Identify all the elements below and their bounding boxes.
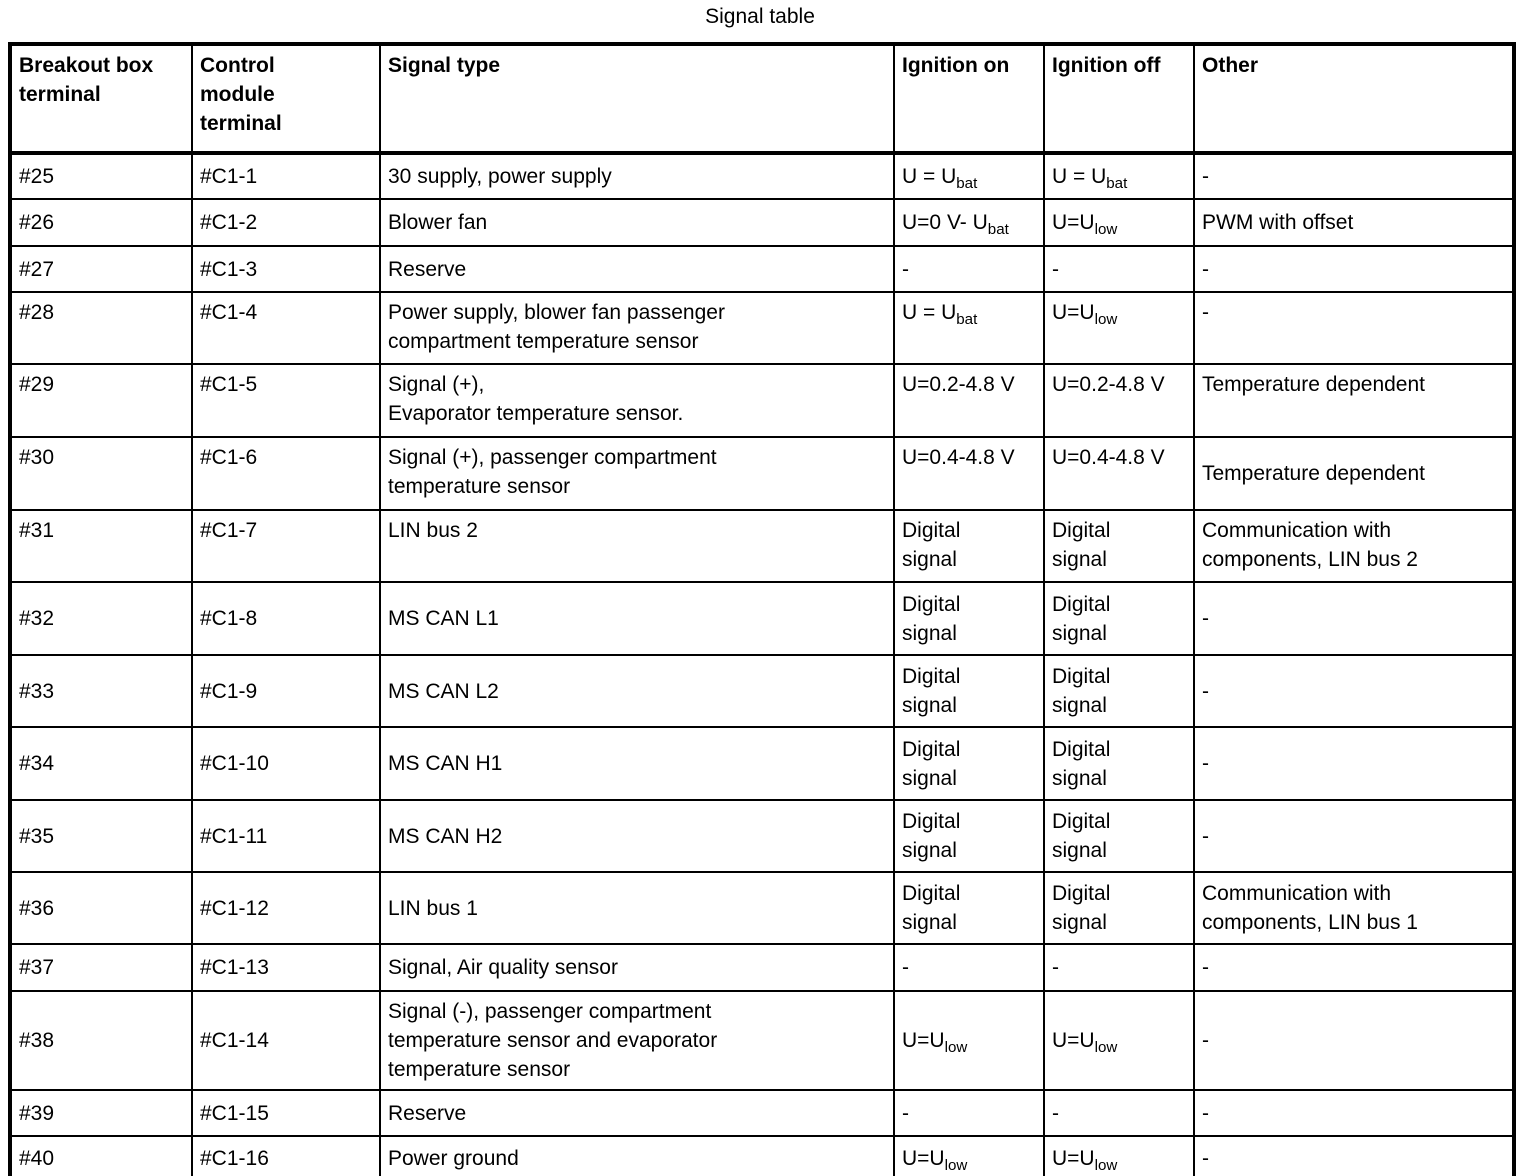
cell-breakout-terminal: #34 bbox=[10, 727, 192, 800]
cell-module-terminal: #C1-3 bbox=[192, 246, 380, 292]
cell-module-terminal: #C1-11 bbox=[192, 800, 380, 872]
cell-ignition-off: Digital signal bbox=[1044, 510, 1194, 582]
cell-ignition-on: Digital signal bbox=[894, 655, 1044, 727]
signal-table bbox=[8, 42, 1516, 1176]
cell-module-terminal: #C1-14 bbox=[192, 991, 380, 1090]
cell-ignition-off: U=0.4-4.8 V bbox=[1044, 437, 1194, 510]
cell-ignition-off: Digital signal bbox=[1044, 655, 1194, 727]
cell-module-terminal: #C1-7 bbox=[192, 510, 380, 582]
cell-ignition-off: $U = U_{bat}$ bbox=[1044, 153, 1194, 199]
cell-ignition-on: U=0.2-4.8 V bbox=[894, 364, 1044, 437]
cell-signal-type: MS CAN L2 bbox=[380, 655, 894, 727]
cell-signal-type: Signal (+), Evaporator temperature sensor. bbox=[380, 364, 894, 437]
cell-breakout-terminal: #26 bbox=[10, 199, 192, 246]
cell-ignition-on: Digital signal bbox=[894, 727, 1044, 800]
table-row bbox=[10, 510, 1514, 582]
cell-module-terminal: #C1-16 bbox=[192, 1136, 380, 1176]
cell-ignition-on: $U = U_{bat}$ bbox=[894, 153, 1044, 199]
cell-ignition-off: Digital signal bbox=[1044, 800, 1194, 872]
cell-breakout-terminal: #33 bbox=[10, 655, 192, 727]
cell-ignition-on: U=0 V- $U_{bat}$ bbox=[894, 199, 1044, 246]
cell-ignition-off: $U=U_{low}$ bbox=[1044, 199, 1194, 246]
cell-ignition-off: $U=U_{low}$ bbox=[1044, 991, 1194, 1090]
cell-ignition-on: - bbox=[894, 1090, 1044, 1136]
table-row bbox=[10, 292, 1514, 364]
table-row bbox=[10, 1090, 1514, 1136]
cell-ignition-on: Digital signal bbox=[894, 800, 1044, 872]
cell-other: - bbox=[1194, 246, 1514, 292]
cell-signal-type: Reserve bbox=[380, 246, 894, 292]
cell-other: Communication with components, LIN bus 1 bbox=[1194, 872, 1514, 944]
cell-ignition-on: $U=U_{low}$ bbox=[894, 991, 1044, 1090]
cell-module-terminal: #C1-10 bbox=[192, 727, 380, 800]
cell-signal-type: Reserve bbox=[380, 1090, 894, 1136]
cell-ignition-off: Digital signal bbox=[1044, 727, 1194, 800]
cell-breakout-terminal: #37 bbox=[10, 944, 192, 991]
cell-other: - bbox=[1194, 582, 1514, 655]
table-row bbox=[10, 1136, 1514, 1176]
cell-breakout-terminal: #38 bbox=[10, 991, 192, 1090]
cell-breakout-terminal: #40 bbox=[10, 1136, 192, 1176]
table-row bbox=[10, 872, 1514, 944]
cell-ignition-off: U=0.2-4.8 V bbox=[1044, 364, 1194, 437]
header-module-terminal: Control module terminal bbox=[192, 44, 380, 153]
cell-signal-type: Signal (-), passenger compartment temperature sensor and evaporator temperature sensor bbox=[380, 991, 894, 1090]
cell-ignition-on: U=0.4-4.8 V bbox=[894, 437, 1044, 510]
cell-other: Temperature dependent bbox=[1194, 437, 1514, 510]
cell-other: - bbox=[1194, 991, 1514, 1090]
cell-signal-type: Signal, Air quality sensor bbox=[380, 944, 894, 991]
cell-other: - bbox=[1194, 1090, 1514, 1136]
cell-module-terminal: #C1-15 bbox=[192, 1090, 380, 1136]
cell-module-terminal: #C1-8 bbox=[192, 582, 380, 655]
cell-other: PWM with offset bbox=[1194, 199, 1514, 246]
cell-module-terminal: #C1-12 bbox=[192, 872, 380, 944]
cell-signal-type: Blower fan bbox=[380, 199, 894, 246]
header-ignition-on: Ignition on bbox=[894, 44, 1044, 153]
cell-other: - bbox=[1194, 727, 1514, 800]
cell-ignition-on: $U = U_{bat}$ bbox=[894, 292, 1044, 364]
cell-signal-type: MS CAN L1 bbox=[380, 582, 894, 655]
cell-ignition-off: - bbox=[1044, 944, 1194, 991]
cell-other: - bbox=[1194, 944, 1514, 991]
cell-module-terminal: #C1-5 bbox=[192, 364, 380, 437]
cell-breakout-terminal: #35 bbox=[10, 800, 192, 872]
cell-ignition-off: Digital signal bbox=[1044, 872, 1194, 944]
cell-ignition-on: - bbox=[894, 944, 1044, 991]
table-row bbox=[10, 727, 1514, 800]
cell-ignition-off: Digital signal bbox=[1044, 582, 1194, 655]
table-row bbox=[10, 246, 1514, 292]
cell-ignition-on: Digital signal bbox=[894, 582, 1044, 655]
cell-breakout-terminal: #32 bbox=[10, 582, 192, 655]
header-ignition-off: Ignition off bbox=[1044, 44, 1194, 153]
cell-breakout-terminal: #36 bbox=[10, 872, 192, 944]
cell-module-terminal: #C1-6 bbox=[192, 437, 380, 510]
table-row bbox=[10, 153, 1514, 199]
table-row bbox=[10, 944, 1514, 991]
cell-ignition-off: $U=U_{low}$ bbox=[1044, 292, 1194, 364]
cell-breakout-terminal: #28 bbox=[10, 292, 192, 364]
cell-module-terminal: #C1-13 bbox=[192, 944, 380, 991]
table-row bbox=[10, 655, 1514, 727]
cell-signal-type: MS CAN H1 bbox=[380, 727, 894, 800]
cell-other: - bbox=[1194, 153, 1514, 199]
cell-ignition-on: $U=U_{low}$ bbox=[894, 1136, 1044, 1176]
cell-other: - bbox=[1194, 1136, 1514, 1176]
cell-signal-type: MS CAN H2 bbox=[380, 800, 894, 872]
header-signal-type: Signal type bbox=[380, 44, 894, 153]
cell-ignition-on: Digital signal bbox=[894, 872, 1044, 944]
table-row bbox=[10, 991, 1514, 1090]
table-row bbox=[10, 199, 1514, 246]
cell-ignition-on: - bbox=[894, 246, 1044, 292]
cell-breakout-terminal: #30 bbox=[10, 437, 192, 510]
cell-other: - bbox=[1194, 655, 1514, 727]
cell-ignition-off: - bbox=[1044, 246, 1194, 292]
cell-signal-type: LIN bus 2 bbox=[380, 510, 894, 582]
table-row bbox=[10, 800, 1514, 872]
cell-ignition-off: $U=U_{low}$ bbox=[1044, 1136, 1194, 1176]
cell-module-terminal: #C1-2 bbox=[192, 199, 380, 246]
header-breakout-terminal: Breakout box terminal bbox=[10, 44, 192, 153]
cell-other: Temperature dependent bbox=[1194, 364, 1514, 437]
cell-signal-type: LIN bus 1 bbox=[380, 872, 894, 944]
page-title: Signal table bbox=[705, 5, 815, 28]
cell-ignition-off: - bbox=[1044, 1090, 1194, 1136]
header-other: Other bbox=[1194, 44, 1514, 153]
cell-signal-type: Power ground bbox=[380, 1136, 894, 1176]
cell-breakout-terminal: #31 bbox=[10, 510, 192, 582]
cell-signal-type: Power supply, blower fan passenger compartment temperature sensor bbox=[380, 292, 894, 364]
cell-signal-type: 30 supply, power supply bbox=[380, 153, 894, 199]
cell-breakout-terminal: #29 bbox=[10, 364, 192, 437]
table-header-row bbox=[10, 44, 1514, 153]
table-row bbox=[10, 437, 1514, 510]
table-row bbox=[10, 582, 1514, 655]
cell-module-terminal: #C1-1 bbox=[192, 153, 380, 199]
cell-module-terminal: #C1-4 bbox=[192, 292, 380, 364]
cell-breakout-terminal: #25 bbox=[10, 153, 192, 199]
cell-breakout-terminal: #27 bbox=[10, 246, 192, 292]
cell-ignition-on: Digital signal bbox=[894, 510, 1044, 582]
cell-other: Communication with components, LIN bus 2 bbox=[1194, 510, 1514, 582]
cell-module-terminal: #C1-9 bbox=[192, 655, 380, 727]
cell-other: - bbox=[1194, 800, 1514, 872]
table-row bbox=[10, 364, 1514, 437]
cell-other: - bbox=[1194, 292, 1514, 364]
cell-breakout-terminal: #39 bbox=[10, 1090, 192, 1136]
cell-signal-type: Signal (+), passenger compartment temperature sensor bbox=[380, 437, 894, 510]
